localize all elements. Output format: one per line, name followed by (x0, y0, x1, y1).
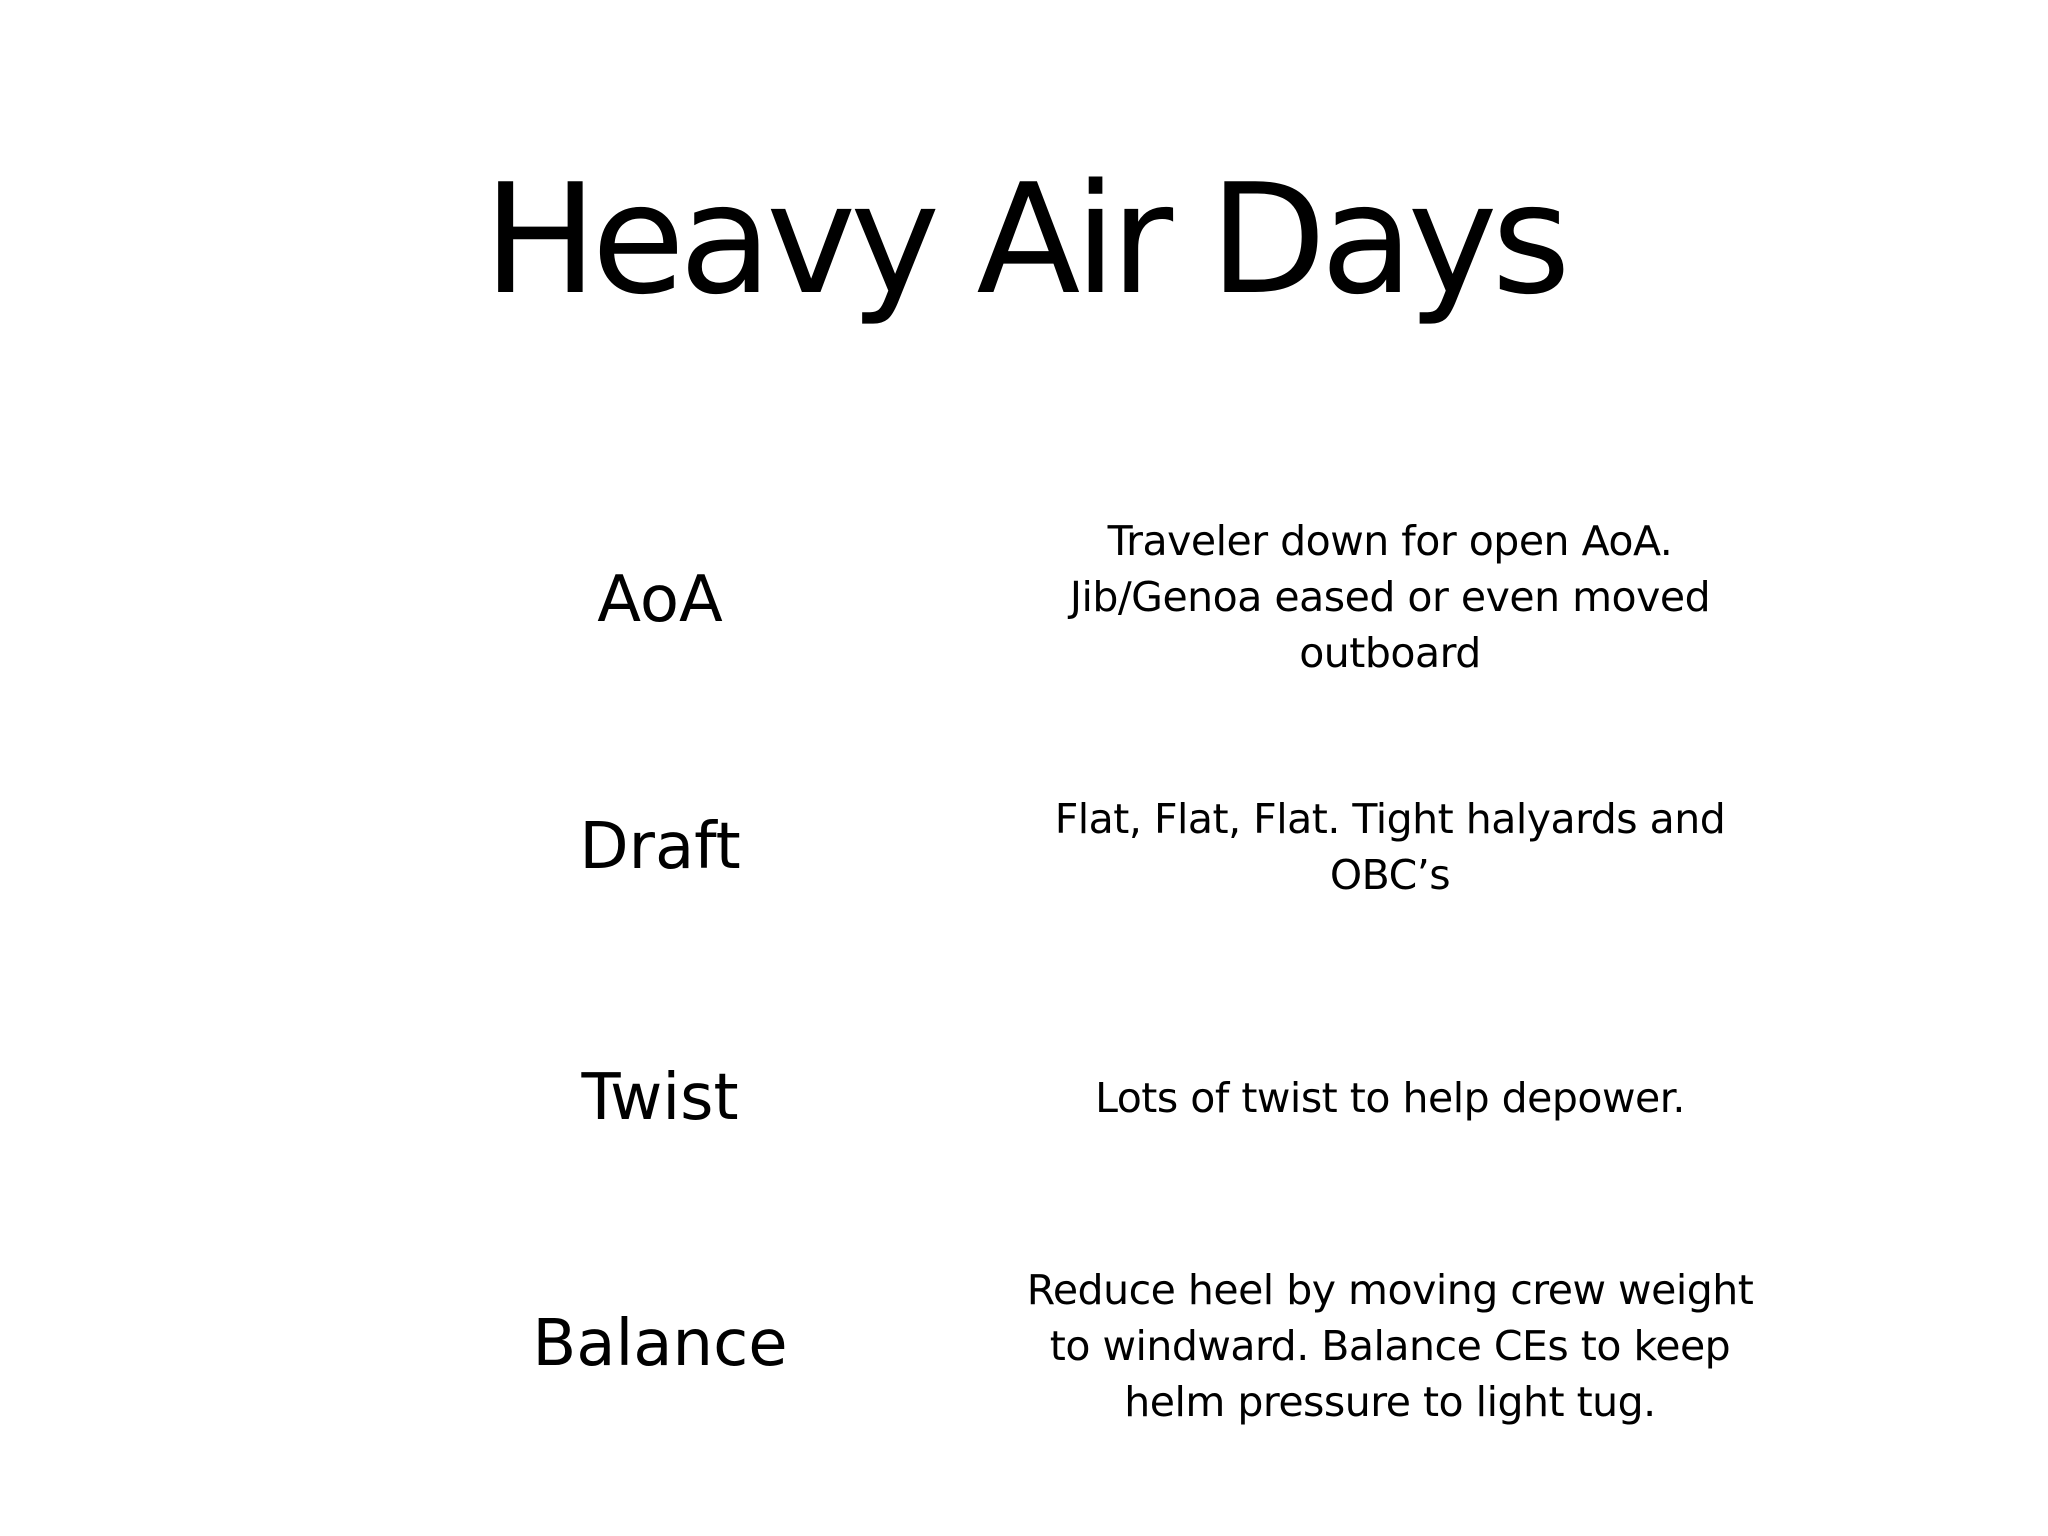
description-line: to windward. Balance CEs to keep (1049, 1322, 1731, 1370)
term-description (980, 791, 1800, 903)
term-label: Balance (532, 1307, 788, 1381)
description-line: helm pressure to light tug. (1124, 1378, 1656, 1426)
term-label: AoA (597, 563, 723, 637)
description-line: outboard (1299, 629, 1481, 677)
description-line: Reduce heel by moving crew weight (1026, 1266, 1754, 1314)
description-line: OBC’s (1329, 851, 1451, 899)
description-line: Lots of twist to help depower. (1095, 1074, 1685, 1122)
term-label: Draft (579, 810, 741, 884)
term-description (980, 513, 1800, 681)
term-description (980, 1070, 1800, 1126)
slide-title: Heavy Air Days (483, 151, 1565, 328)
term-label: Twist (581, 1061, 739, 1135)
description-line: Flat, Flat, Flat. Tight halyards and (1054, 795, 1726, 843)
description-line: Jib/Genoa eased or even moved (1069, 573, 1711, 621)
description-line: Traveler down for open AoA. (1107, 517, 1673, 565)
term-description (980, 1262, 1800, 1430)
